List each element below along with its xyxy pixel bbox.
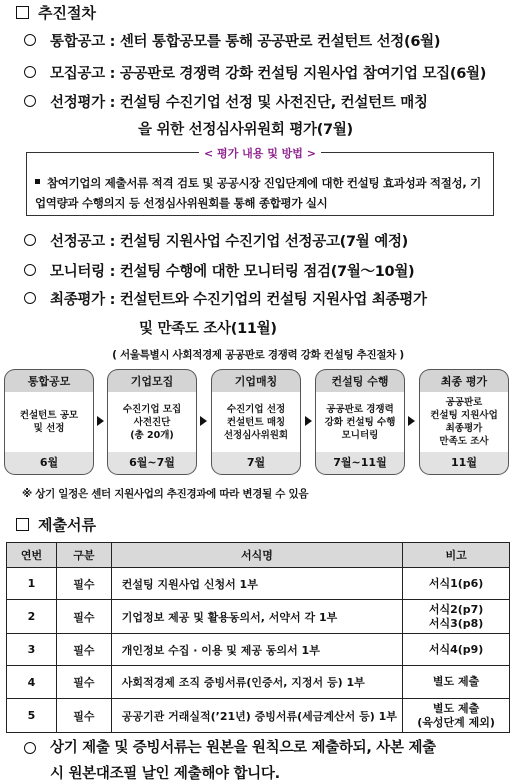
step-time: 11월: [419, 452, 509, 475]
step-time: 6월: [4, 452, 94, 475]
checkbox-square-icon: [16, 518, 29, 531]
flow-step-3: [211, 369, 301, 475]
step-title: 컨설팅 수행: [315, 369, 405, 392]
flow-step-5: [419, 369, 509, 475]
procedure-item-4: 선정공고 : 컨설팅 지원사업 수진기업 선정공고(7월 예정): [24, 230, 408, 251]
step-body: 공공판로 컨설팅 지원사업 최종평가 만족도 조사: [419, 392, 509, 452]
arrow-right-icon: [200, 416, 207, 426]
flow-caption: ( 서울특별시 사회적경제 공공판로 경쟁력 강화 컨설팅 추진절차 ): [112, 349, 404, 361]
procedure-item-1: 통합공고 : 센터 통합공모를 통해 공공판로 컨설턴트 선정(6월): [24, 30, 440, 51]
table-header-row: [7, 543, 510, 568]
table-row: 4 필수 사회적경제 조직 증빙서류(인증서, 지정서 등) 1부 별도 제출: [7, 666, 510, 699]
step-time: 7월~11월: [315, 452, 405, 475]
flow-note: ※ 상기 일정은 센터 지원사업의 추진경과에 따라 변경될 수 있음: [22, 488, 309, 500]
table-row: 2 필수 기업정보 제공 및 활용동의서, 서약서 각 1부 서식2(p7) 서식3(p8): [7, 600, 510, 634]
step-body: 수진기업 선정 컨설턴트 매칭 선정심사위원회: [211, 392, 301, 452]
table-row: 1 필수 컨설팅 지원사업 신청서 1부 서식1(p6): [7, 568, 510, 600]
section-heading-procedure: [16, 2, 96, 23]
circle-bullet-icon: [24, 264, 36, 276]
circle-bullet-icon: [24, 292, 36, 304]
arrow-right-icon: [305, 416, 312, 426]
checkbox-square-icon: [16, 6, 29, 19]
circle-bullet-icon: [24, 742, 36, 754]
circle-bullet-icon: [24, 34, 36, 46]
circle-bullet-icon: [24, 66, 36, 78]
submission-note-cont: 시 원본대조필 날인 제출해야 합니다.: [50, 766, 280, 782]
arrow-right-icon: [97, 416, 104, 426]
criteria-title: < 평가 내용 및 방법 >: [199, 147, 321, 160]
procedure-item-5: 모니터링 : 컨설팅 수행에 대한 모니터링 점검(7월～10월): [24, 260, 414, 281]
circle-bullet-icon: [24, 234, 36, 246]
step-title: 기업매칭: [211, 369, 301, 392]
step-time: 6월~7월: [107, 452, 197, 475]
column-header: 구분: [56, 543, 111, 568]
documents-table: [6, 542, 510, 733]
flow-step-2: [107, 369, 197, 475]
flow-step-1: [4, 369, 94, 475]
procedure-item-6-cont: 및 만족도 조사(11월): [139, 321, 277, 337]
procedure-item-3-cont: 을 위한 선정심사위원회 평가(7월): [138, 122, 353, 138]
arrow-right-icon: [408, 416, 415, 426]
procedure-item-6: 최종평가 : 컨설턴트와 수진기업의 컨설팅 지원사업 최종평가: [24, 288, 427, 309]
flow-step-4: [315, 369, 405, 475]
step-body: 수진기업 모집 사전진단 (총 20개): [107, 392, 197, 452]
submission-note: 상기 제출 및 증빙서류는 원본을 원칙으로 제출하되, 사본 제출: [24, 736, 436, 757]
section-heading-documents: [16, 514, 96, 535]
step-title: 최종 평가: [419, 369, 509, 392]
column-header: 비고: [403, 543, 510, 568]
step-title: 통합공모: [4, 369, 94, 392]
column-header: 서식명: [111, 543, 402, 568]
step-time: 7월: [211, 452, 301, 475]
circle-bullet-icon: [24, 95, 36, 107]
step-body: 공공판로 경쟁력 강화 컨설팅 수행 모니터링: [315, 392, 405, 452]
table-row: 5 필수 공공기관 거래실적(’21년) 증빙서류(세금계산서 등) 1부 별도 제출 (육성단계 제외): [7, 699, 510, 733]
step-body: 컨설턴트 공모 및 선정: [4, 392, 94, 452]
table-row: 3 필수 개인정보 수집 · 이용 및 제공 동의서 1부 서식4(p9): [7, 634, 510, 666]
column-header: 연번: [7, 543, 57, 568]
step-title: 기업모집: [107, 369, 197, 392]
procedure-item-3: 선정평가 : 컨설팅 수진기업 선정 및 사전진단, 컨설턴트 매칭: [24, 91, 428, 112]
criteria-text: 참여기업의 제출서류 적격 검토 및 공공시장 진입단계에 대한 컨설팅 효과성과 적절성, 기업역량과 수행의지 등 선정심사위원회를 통해 종합평가 실시: [35, 176, 481, 210]
procedure-item-2: 모집공고 : 공공판로 경쟁력 강화 컨설팅 지원사업 참여기업 모집(6월): [24, 62, 486, 83]
heading-text: 제출서류: [38, 516, 96, 534]
square-bullet-icon: [35, 179, 40, 184]
heading-text: 추진절차: [38, 4, 96, 22]
evaluation-criteria-box: [26, 147, 494, 216]
